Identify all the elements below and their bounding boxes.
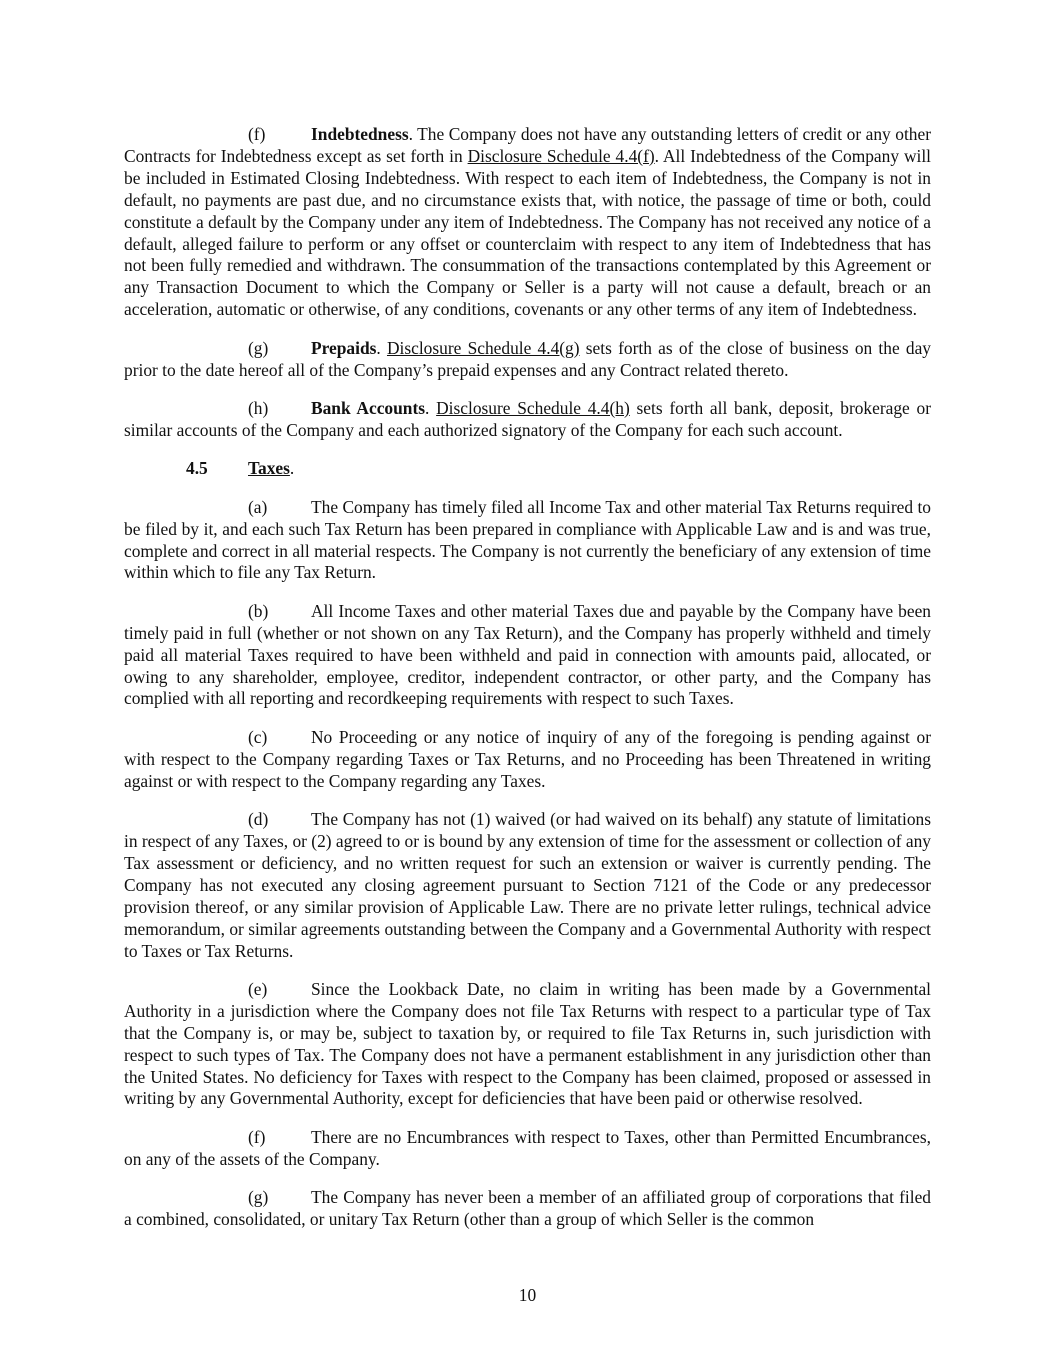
- paragraph-marker: (e): [248, 978, 268, 999]
- paragraph-text: The Company has never been a member of an affiliated group of corporations that filed a combined, consolidated, or unitary Tax Return (other than a group of which Seller is the common: [124, 1187, 931, 1230]
- schedule-reference: Disclosure Schedule 4.4(h): [436, 397, 630, 418]
- paragraph-text: The Company has not (1) waived (or had waived on its behalf) any statute of limitations in respect of any Taxes, or (2) agreed to or is bound by any extension of time for the assessment or collection of any Tax assessment or deficiency, and no written request for such an extension or waiver is currently pending. The Company has not executed any closing agreement pursuant to Section 7121 of the Code or any predecessor provision thereof, or any similar provision of Applicable Law. There are no private letter rulings, technical advice memorandum, or similar agreements outstanding between the Company and a Governmental Authority with respect to Taxes or Tax Returns.: [124, 809, 931, 961]
- paragraph-marker: (a): [248, 496, 268, 517]
- paragraph-text: There are no Encumbrances with respect to Taxes, other than Permitted Encumbrances, on any of the assets of the Company.: [124, 1126, 931, 1169]
- paragraph-text: sets forth all bank, deposit, brokerage or similar accounts of the Company and each authorized signatory of the Company for each such account.: [124, 397, 931, 440]
- paragraph-heading: Prepaids: [311, 337, 377, 358]
- paragraph-tax-f: [124, 1127, 931, 1171]
- paragraph-marker: (h): [248, 397, 269, 418]
- schedule-reference: Disclosure Schedule 4.4(g): [386, 337, 580, 358]
- section-number: 4.5: [186, 458, 208, 479]
- paragraph-text: The Company has timely filed all Income Tax and other material Tax Returns required to be filed by it, and each such Tax Return has been prepared in compliance with Applicable Law and is and was true, complete and correct in all material respects. The Company is not currently the beneficiary of any extension of time within which to file any Tax Return.: [124, 496, 931, 583]
- section-title: Taxes: [248, 458, 290, 479]
- paragraph-tax-a: [124, 497, 931, 585]
- paragraph-marker: (f): [248, 124, 266, 144]
- paragraph-heading: Bank Accounts: [311, 397, 426, 418]
- section-title-dot: .: [289, 458, 295, 479]
- document-page: [124, 124, 931, 1231]
- paragraph-marker: (g): [248, 337, 269, 358]
- paragraph-text: No Proceeding or any notice of inquiry of any of the foregoing is pending against or with respect to the Company regarding Taxes or Tax Returns, and no Proceeding has been Threatened in writing against or with respect to the Company regarding any Taxes.: [124, 726, 931, 791]
- paragraph-text: .: [376, 337, 387, 358]
- paragraph-tax-b: [124, 601, 931, 711]
- paragraph-bank-accounts: [124, 398, 931, 442]
- section-heading-taxes: [124, 458, 931, 480]
- paragraph-marker: (f): [248, 1126, 266, 1147]
- paragraph-marker: (d): [248, 809, 269, 830]
- paragraph-marker: (c): [248, 726, 268, 747]
- paragraph-text: Since the Lookback Date, no claim in writing has been made by a Governmental Authority in a jurisdiction where the Company does not file Tax Returns with respect to a particular type of Tax that the Company is, or may be, subject to taxation by, or required to file Tax Returns in, such jurisdiction with respect to such types of Tax. The Company does not have a permanent establishment in any jurisdiction other than the United States. No deficiency for Taxes with respect to the Company has been claimed, proposed or assessed in writing by any Governmental Authority, except for deficiencies that have been paid or otherwise resolved.: [124, 978, 931, 1109]
- paragraph-prepaids: [124, 338, 931, 382]
- paragraph-heading: Indebtedness: [311, 124, 409, 144]
- paragraph-tax-c: [124, 727, 931, 793]
- paragraph-marker: (g): [248, 1187, 269, 1208]
- paragraph-tax-g: [124, 1187, 931, 1231]
- paragraph-text: . All Indebtedness of the Company will be included in Estimated Closing Indebtedness. With respect to each item of Indebtedness, the Company is not in default, no payments are past due, and no circumstance exists that, with notice, the passage of time or both, could constitute a default by the Company under any item of Indebtedness. The Company has not received any notice of a default, alleged failure to perform or any offset or counterclaim with respect to any item of Indebtedness that has not been fully remedied and withdrawn. The consummation of the transactions contemplated by this Agreement or any Transaction Document to which the Company or Seller is a party will not cause a default, breach or an acceleration, automatic or otherwise, of any conditions, covenants or any other terms of any item of Indebtedness.: [124, 145, 931, 320]
- paragraph-text: . The Company does not have any outstanding letters of credit or any other Contracts for Indebtedness except as set forth in: [124, 124, 931, 166]
- paragraph-marker: (b): [248, 600, 269, 621]
- paragraph-text: All Income Taxes and other material Taxes due and payable by the Company have been timely paid in full (whether or not shown on any Tax Return), and the Company has properly withheld and timely paid all material Taxes required to have been withheld and paid in connection with amounts paid, allocated, or owing to any shareholder, employee, creditor, independent contractor, or other party, and the Company has complied with all reporting and recordkeeping requirements with respect to such Taxes.: [124, 600, 931, 709]
- schedule-reference: Disclosure Schedule 4.4(f): [467, 145, 655, 166]
- paragraph-text: .: [425, 397, 437, 418]
- paragraph-tax-d: [124, 809, 931, 962]
- paragraph-tax-e: [124, 979, 931, 1110]
- paragraph-indebtedness: [124, 124, 931, 321]
- paragraph-text: sets forth as of the close of business on the day prior to the date hereof all of the Company’s prepaid expenses and any Contract related thereto.: [124, 337, 932, 380]
- page-number: 10: [518, 1285, 537, 1305]
